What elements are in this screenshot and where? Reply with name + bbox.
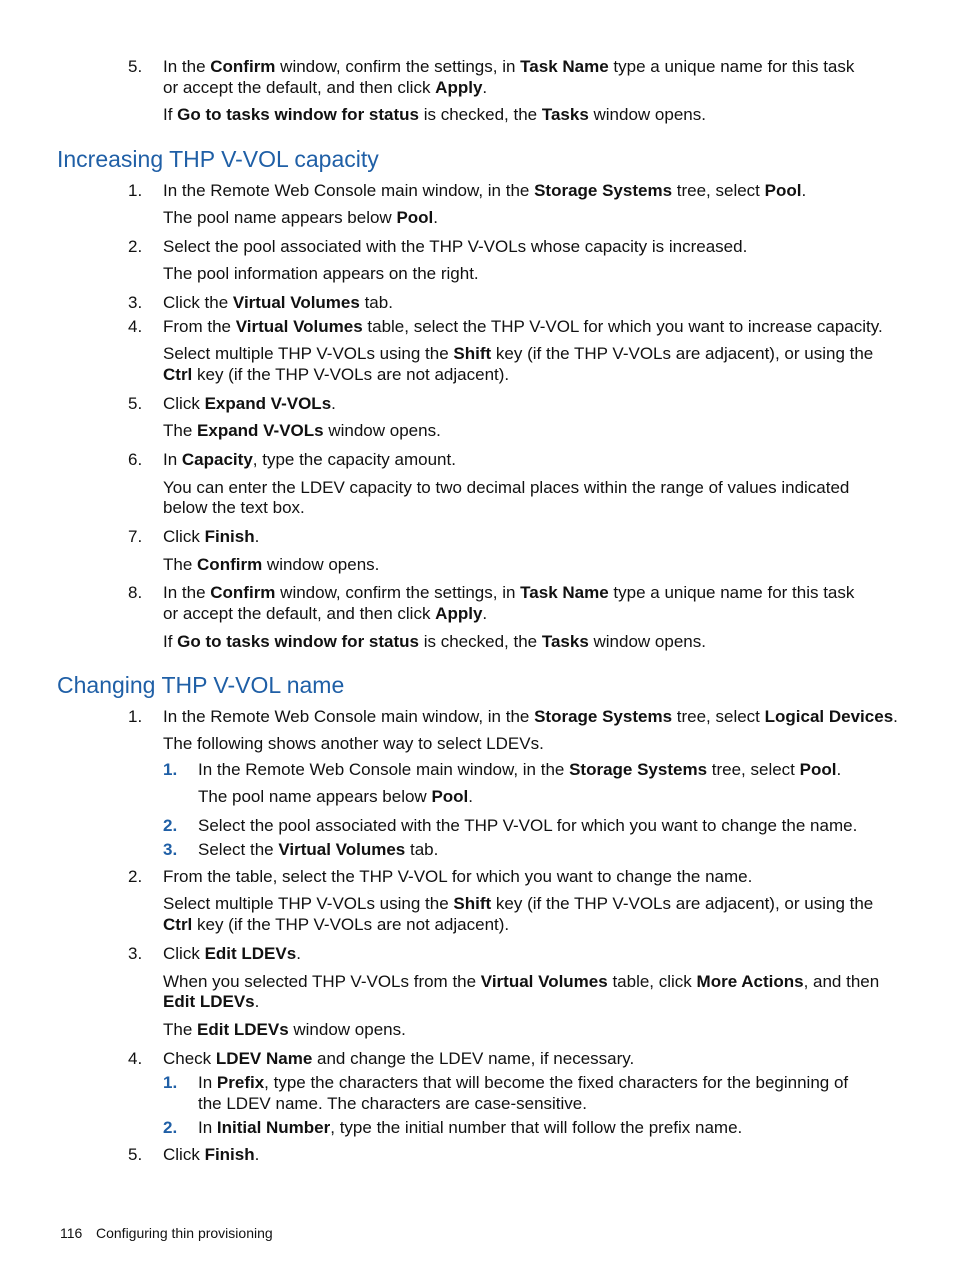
step-number: 4. (128, 1049, 143, 1068)
section-heading: Changing THP V-VOL name (57, 672, 345, 698)
step-number: 8. (128, 583, 143, 602)
substep-number: 3. (163, 840, 178, 859)
substep-number: 1. (163, 1073, 178, 1092)
step-number: 5. (128, 1145, 143, 1164)
step-note: When you selected THP V-VOLs from the Virtual Volumes table, click More Actions, and then (163, 972, 880, 991)
step-text: Select the pool associated with the THP V-VOLs whose capacity is increased. (163, 237, 748, 256)
substep-number: 2. (163, 1118, 178, 1137)
step-number: 3. (128, 944, 143, 963)
step-text: or accept the default, and then click Apply. (163, 604, 488, 623)
step-note: The Confirm window opens. (163, 555, 380, 574)
step-note: Select multiple THP V-VOLs using the Shift key (if the THP V-VOLs are adjacent), or using the (163, 894, 874, 913)
step-text: or accept the default, and then click Apply. (163, 78, 488, 97)
step-note: Ctrl key (if the THP V-VOLs are not adjacent). (163, 915, 510, 934)
step-note: If Go to tasks window for status is checked, the Tasks window opens. (163, 105, 706, 124)
step-number: 2. (128, 237, 143, 256)
step-text: Click Edit LDEVs. (163, 944, 301, 963)
step-note: Ctrl key (if the THP V-VOLs are not adjacent). (163, 365, 510, 384)
step-note: If Go to tasks window for status is checked, the Tasks window opens. (163, 632, 706, 651)
page-number: 116 (60, 1225, 83, 1241)
step-note: below the text box. (163, 498, 305, 517)
step-text: Click Expand V-VOLs. (163, 394, 336, 413)
step-text: In Capacity, type the capacity amount. (163, 450, 456, 469)
substep-number: 1. (163, 760, 178, 779)
substep-text: In Prefix, type the characters that will become the fixed characters for the beginning of (198, 1073, 849, 1092)
step-note: The following shows another way to select LDEVs. (163, 734, 544, 753)
step-text: In the Confirm window, confirm the settings, in Task Name type a unique name for this task (163, 57, 855, 76)
step-number: 3. (128, 293, 143, 312)
substep-text: Select the Virtual Volumes tab. (198, 840, 439, 859)
substep-text: the LDEV name. The characters are case-sensitive. (198, 1094, 587, 1113)
footer-section-title: Configuring thin provisioning (96, 1225, 273, 1241)
step-text: Click Finish. (163, 1145, 260, 1164)
step-number: 1. (128, 181, 143, 200)
step-number: 6. (128, 450, 143, 469)
step-note: The pool information appears on the right. (163, 264, 479, 283)
step-text: In the Confirm window, confirm the settings, in Task Name type a unique name for this task (163, 583, 855, 602)
step-text: From the Virtual Volumes table, select the THP V-VOL for which you want to increase capacity. (163, 317, 883, 336)
step-number: 1. (128, 707, 143, 726)
step-text: From the table, select the THP V-VOL for which you want to change the name. (163, 867, 753, 886)
step-note: The pool name appears below Pool. (163, 208, 439, 227)
step-number: 4. (128, 317, 143, 336)
step-text: Click the Virtual Volumes tab. (163, 293, 393, 312)
step-number: 5. (128, 394, 143, 413)
step-note: Edit LDEVs. (163, 992, 260, 1011)
substep-text: In the Remote Web Console main window, in the Storage Systems tree, select Pool. (198, 760, 842, 779)
step-text: Click Finish. (163, 527, 260, 546)
step-text: Check LDEV Name and change the LDEV name, if necessary. (163, 1049, 635, 1068)
step-note: Select multiple THP V-VOLs using the Shift key (if the THP V-VOLs are adjacent), or using the (163, 344, 874, 363)
substep-text: In Initial Number, type the initial number that will follow the prefix name. (198, 1118, 743, 1137)
substep-number: 2. (163, 816, 178, 835)
step-text: In the Remote Web Console main window, in the Storage Systems tree, select Logical Devices. (163, 707, 898, 726)
step-number: 2. (128, 867, 143, 886)
step-number: 5. (128, 57, 143, 76)
step-note: The Edit LDEVs window opens. (163, 1020, 406, 1039)
step-text: In the Remote Web Console main window, in the Storage Systems tree, select Pool. (163, 181, 807, 200)
step-note: You can enter the LDEV capacity to two decimal places within the range of values indicated (163, 478, 850, 497)
substep-text: Select the pool associated with the THP V-VOL for which you want to change the name. (198, 816, 858, 835)
substep-note: The pool name appears below Pool. (198, 787, 474, 806)
step-note: The Expand V-VOLs window opens. (163, 421, 441, 440)
step-number: 7. (128, 527, 143, 546)
section-heading: Increasing THP V-VOL capacity (57, 146, 379, 172)
